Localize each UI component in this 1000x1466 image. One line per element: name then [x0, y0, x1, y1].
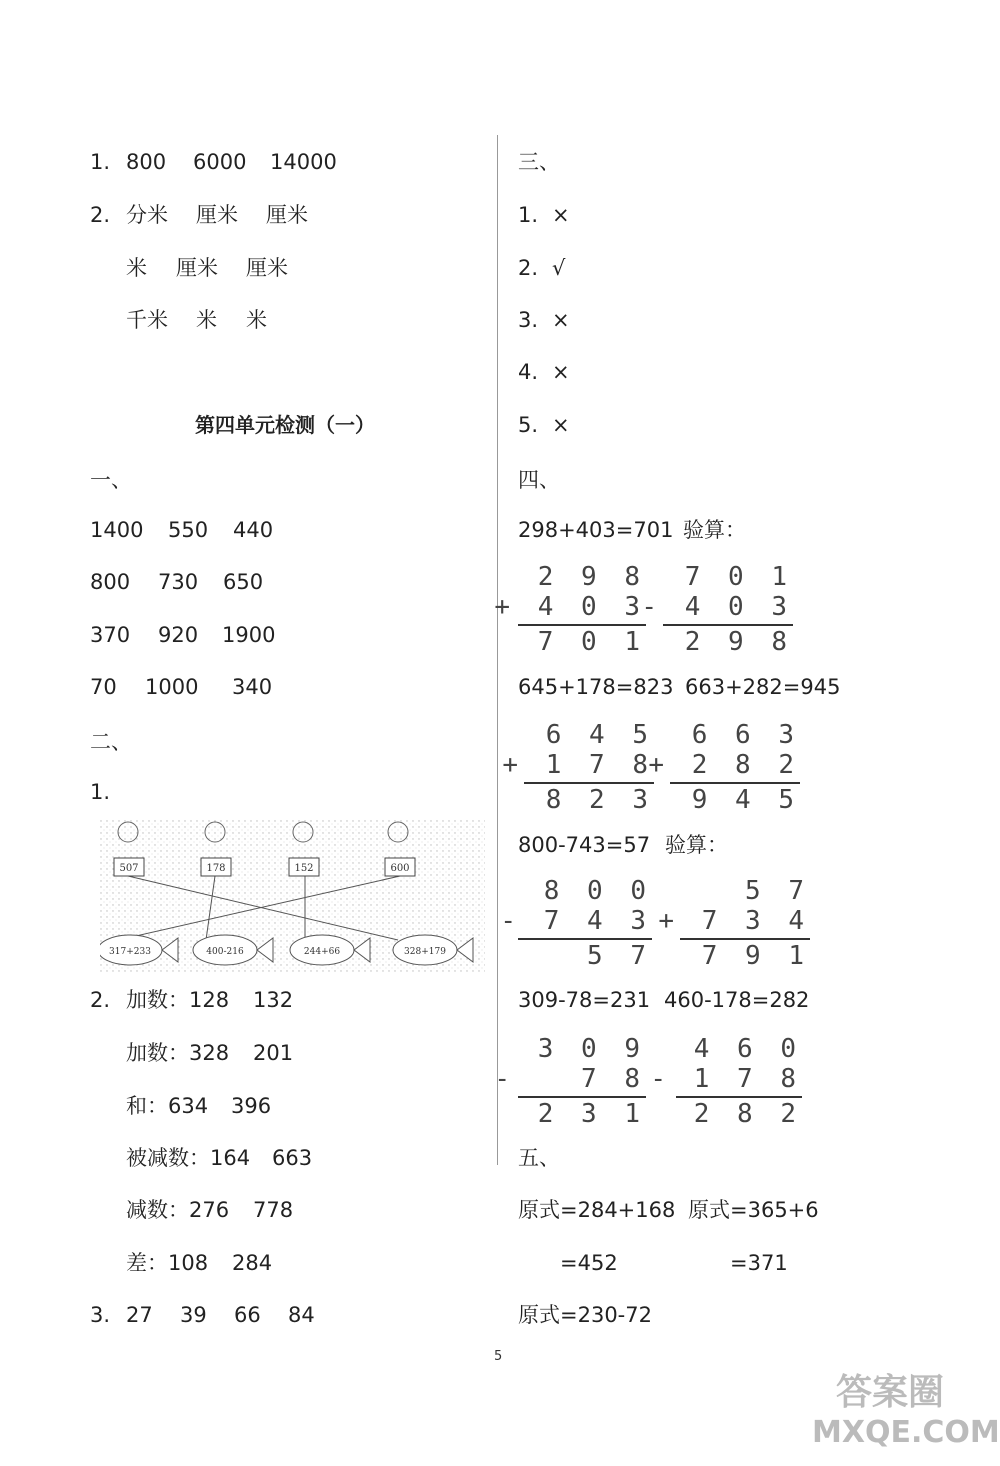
- calc-result: 2 3 1: [537, 1099, 646, 1129]
- judge-item: [518, 308, 570, 332]
- equation: 800-743=57: [518, 833, 651, 857]
- vertical-calc: [494, 1034, 646, 1130]
- item-label: 1.: [90, 780, 111, 804]
- calc-top: 4 6 0: [693, 1034, 802, 1064]
- fish-expression: 244+66: [303, 947, 341, 957]
- simplify-result: =371: [730, 1251, 788, 1275]
- row-value: 164: [210, 1146, 251, 1170]
- section-label: 五、: [518, 1146, 560, 1170]
- calc-rule: [663, 624, 793, 626]
- fish-expression: 400-216: [206, 947, 244, 957]
- calc-rule: [670, 782, 800, 784]
- judge-item: [518, 413, 570, 437]
- q2-line: [90, 205, 110, 226]
- calc-mid-row: [648, 752, 800, 778]
- q1-line: [90, 150, 337, 174]
- item-label: 3.: [90, 1303, 111, 1327]
- calc-mid-row: [494, 1066, 646, 1092]
- matching-figure: [100, 820, 485, 972]
- calc-rule: [680, 938, 810, 940]
- cross-mark: ×: [552, 360, 570, 384]
- answer-value: 340: [232, 675, 273, 699]
- fill-row: [126, 988, 294, 1012]
- calc-result: 5 7: [587, 941, 652, 971]
- vertical-calc: [500, 876, 652, 972]
- answer-value: 1000: [145, 675, 199, 699]
- calc-mid-row: [500, 908, 652, 934]
- calc-rule: [676, 1096, 802, 1098]
- cat-number: 178: [206, 863, 226, 874]
- row-label: 加数：: [126, 988, 189, 1012]
- answer-value: 27: [126, 1303, 153, 1327]
- operator: +: [502, 750, 525, 780]
- judge-item: [518, 360, 570, 384]
- operator: -: [494, 1064, 517, 1094]
- answer-value: 800: [90, 570, 131, 594]
- calc-result: 8 2 3: [545, 785, 654, 815]
- operator: -: [641, 592, 664, 622]
- answer-value: 1900: [222, 623, 276, 647]
- q1-value: 6000: [193, 150, 247, 174]
- equation: 298+403=701: [518, 518, 674, 542]
- answer-value: 84: [288, 1303, 315, 1327]
- answer-value: 370: [90, 623, 131, 647]
- unit-answer: 厘米: [176, 256, 218, 280]
- answer-value: 440: [233, 518, 274, 542]
- answer-value: 920: [158, 623, 199, 647]
- vertical-calc: [641, 562, 793, 658]
- operator: +: [494, 592, 517, 622]
- unit-answer: 厘米: [246, 256, 288, 280]
- judge-item: [518, 256, 566, 280]
- calc-mid: 7 3 4: [701, 906, 810, 936]
- row-value: 328: [189, 1041, 230, 1065]
- cat-number: 152: [294, 863, 314, 874]
- row-value: 132: [253, 988, 294, 1012]
- unit-answer: 厘米: [266, 203, 308, 227]
- simplify-line: 原式=284+168: [518, 1198, 676, 1222]
- row-value: 128: [189, 988, 230, 1012]
- calc-rule: [518, 1096, 646, 1098]
- cat-number: 507: [119, 863, 139, 874]
- fill-row: [126, 1146, 313, 1170]
- row-value: 108: [168, 1251, 209, 1275]
- watermark-logo: 答案圈: [836, 1372, 945, 1413]
- fish-expression: 317+233: [109, 947, 151, 957]
- calc-top: 2 9 8: [537, 562, 646, 592]
- unit-answer: 厘米: [196, 203, 238, 227]
- calc-top: 7 0 1: [684, 562, 793, 592]
- fill-row: [126, 1094, 272, 1118]
- check-mark: √: [552, 256, 566, 280]
- section-label: 四、: [518, 468, 560, 492]
- operator: -: [500, 906, 523, 936]
- row-label: 差：: [126, 1251, 168, 1275]
- answer-value: 650: [223, 570, 264, 594]
- vertical-calc: [494, 562, 646, 658]
- row-value: 276: [189, 1198, 230, 1222]
- section-label: 二、: [90, 730, 132, 754]
- answer-value: 70: [90, 675, 117, 699]
- item3-line: [90, 1303, 315, 1327]
- calc-top: 8 0 0: [543, 876, 652, 906]
- calc-mid-row: [650, 1066, 802, 1092]
- row-label: 被减数：: [126, 1146, 210, 1170]
- row-value: 284: [232, 1251, 273, 1275]
- calc-mid: 4 0 3: [684, 592, 793, 622]
- calc-mid: 1 7 8: [693, 1064, 802, 1094]
- page-number: 5: [494, 1349, 503, 1364]
- answer-value: 66: [234, 1303, 261, 1327]
- calc-result: 2 9 8: [684, 627, 793, 657]
- answer-value: 1400: [90, 518, 144, 542]
- row-value: 201: [253, 1041, 294, 1065]
- item-number: 4.: [518, 360, 539, 384]
- section-label: 三、: [518, 150, 560, 174]
- calc-mid-row: [658, 908, 810, 934]
- calc-top: 5 7: [745, 876, 810, 906]
- calc-mid-row: [641, 594, 793, 620]
- vertical-calc: [502, 720, 654, 816]
- q1-label: 1.: [90, 150, 111, 174]
- unit-answer: 米: [246, 308, 267, 332]
- calc-mid: 4 0 3: [537, 592, 646, 622]
- simplify-line: 原式=365+6: [688, 1198, 819, 1222]
- item-number: 5.: [518, 413, 539, 437]
- row-value: 634: [168, 1094, 209, 1118]
- fish-expression: 328+179: [404, 947, 446, 957]
- cross-mark: ×: [552, 308, 570, 332]
- operator: -: [650, 1064, 673, 1094]
- calc-result: 9 4 5: [691, 785, 800, 815]
- calc-result: 2 8 2: [693, 1099, 802, 1129]
- calc-rule: [524, 782, 654, 784]
- answer-value: 39: [180, 1303, 207, 1327]
- vertical-calc: [650, 1034, 802, 1130]
- check-label: 验算：: [665, 833, 728, 857]
- item-label: 2.: [90, 988, 111, 1012]
- calc-mid-row: [502, 752, 654, 778]
- q1-value: 800: [126, 150, 167, 174]
- watermark-url: MXQE.COM: [812, 1415, 1000, 1450]
- item-number: 1.: [518, 203, 539, 227]
- simplify-line: 原式=230-72: [518, 1303, 652, 1327]
- calc-rule: [518, 938, 652, 940]
- calc-mid: 2 8 2: [691, 750, 800, 780]
- item-number: 2.: [518, 256, 539, 280]
- fill-row: [126, 1198, 294, 1222]
- row-label: 减数：: [126, 1198, 189, 1222]
- calc-rule: [518, 624, 646, 626]
- calc-top: 6 4 5: [545, 720, 654, 750]
- calc-mid-row: [494, 594, 646, 620]
- unit-answer: 千米: [126, 308, 168, 332]
- unit-answer: 米: [196, 308, 217, 332]
- calc-mid: 1 7 8: [545, 750, 654, 780]
- q2-label: 2.: [90, 203, 111, 227]
- simplify-result: =452: [560, 1251, 618, 1275]
- calc-top: 6 6 3: [691, 720, 800, 750]
- fill-row: [126, 1041, 294, 1065]
- answer-value: 550: [168, 518, 209, 542]
- q1-value: 14000: [270, 150, 337, 174]
- row-label: 和：: [126, 1094, 168, 1118]
- row-value: 396: [231, 1094, 272, 1118]
- operator: +: [648, 750, 671, 780]
- item-number: 3.: [518, 308, 539, 332]
- section-label: 一、: [90, 468, 132, 492]
- equation: 645+178=823: [518, 675, 674, 699]
- calc-mid: 7 4 3: [543, 906, 652, 936]
- vertical-calc: [648, 720, 800, 816]
- calc-result: 7 0 1: [537, 627, 646, 657]
- equation: 309-78=231: [518, 988, 651, 1012]
- fill-row: [126, 1251, 273, 1275]
- unit-answer: 分米: [126, 203, 168, 227]
- cross-mark: ×: [552, 203, 570, 227]
- equation: 663+282=945: [685, 675, 841, 699]
- cross-mark: ×: [552, 413, 570, 437]
- check-label: 验算：: [683, 518, 746, 542]
- row-value: 663: [272, 1146, 313, 1170]
- cat-number: 600: [390, 863, 410, 874]
- equation: 460-178=282: [664, 988, 810, 1012]
- calc-top: 3 0 9: [537, 1034, 646, 1064]
- row-label: 加数：: [126, 1041, 189, 1065]
- answer-value: 730: [158, 570, 199, 594]
- vertical-calc: [658, 876, 810, 972]
- unit-answer: 米: [126, 256, 147, 280]
- operator: +: [658, 906, 681, 936]
- unit-title: 第四单元检测（一）: [195, 413, 375, 437]
- calc-result: 7 9 1: [701, 941, 810, 971]
- judge-item: [518, 203, 570, 227]
- row-value: 778: [253, 1198, 294, 1222]
- column-divider: [497, 135, 498, 1165]
- calc-mid: 7 8: [581, 1064, 646, 1094]
